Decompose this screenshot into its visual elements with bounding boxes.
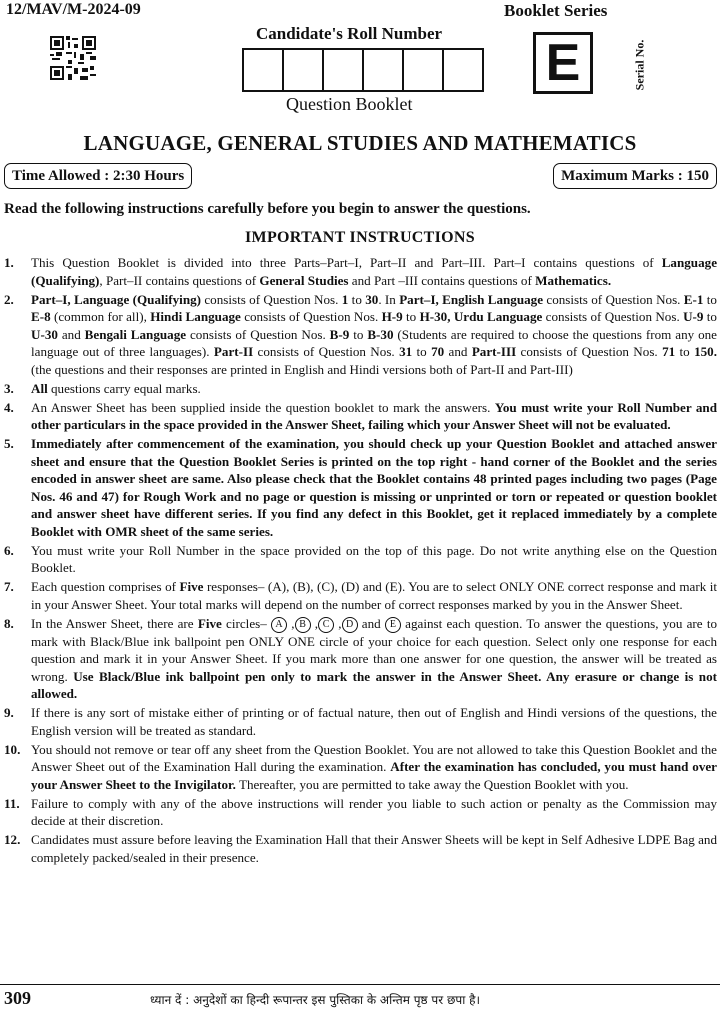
instruction-bold-text: H-30, (419, 309, 451, 324)
instruction-bold-text: Immediately after commencement of the examination, you should check up your Question Booklet and attached answer sheet and ensure that the Question Booklet Series is printed on the top right - hand corner of the Booklet and the series encoded in answer sheet are same. Also please check that the Booklet contains 48 printed pages including two pages (Page Nos. 46 and 47) for Rough Work and no page or question is missing or unprinted or torn or repeated or question booklet and answer sheet have different series. If you find any defect in this Booklet, get it replaced immediately by a complete Booklet with OMR sheet of the same series. (31, 436, 717, 539)
instruction-item (0, 704, 720, 739)
instruction-bold-text: General Studies (259, 272, 349, 288)
instruction-bold-text: Language (Qualifying) (31, 255, 717, 288)
roll-number-boxes[interactable] (242, 48, 482, 92)
paper-code: 12/MAV/M-2024-09 (6, 1, 141, 18)
instruction-bold-text: 71 (662, 344, 676, 359)
instruction-text: consists of Question Nos. (543, 291, 684, 307)
instruction-text: , Part–II contains questions of (99, 272, 260, 288)
instruction-text: and (444, 344, 472, 359)
option-circle-icon: A (271, 617, 287, 633)
instruction-text: to (349, 326, 368, 342)
instruction-text: In the Answer Sheet, there are (31, 615, 198, 631)
instruction-number: 5. (4, 436, 14, 451)
instruction-item (0, 615, 720, 703)
instruction-text: consists of Question Nos. (240, 309, 382, 324)
instruction-bold-text: All (31, 380, 48, 396)
instruction-text: Candidates must assure before leaving the Examination Hall that their Answer Sheets will be kept in Self Adhesive LDPE Bag and completely packed/sealed in their presence. (31, 832, 717, 865)
instruction-text: Thereafter, you are permitted to take away the Question Booklet with you. (235, 776, 629, 792)
instruction-bold-text: Part–I, Language (Qualifying) (31, 291, 202, 307)
instruction-text: to (402, 309, 420, 324)
instruction-text: (Students are required to choose the questions from any one language out of three languages). (31, 326, 717, 359)
time-allowed-badge: Time Allowed : 2:30 Hours (4, 163, 192, 189)
instruction-text: and (57, 326, 85, 342)
instruction-bold-text: B-30 (367, 326, 394, 342)
option-circle-icon: E (385, 617, 401, 633)
option-circle-icon: B (295, 617, 311, 633)
instruction-text: and Part –III contains questions of (348, 272, 536, 288)
instruction-bold-text: 150. (694, 344, 717, 359)
instruction-bold-text: Bengali Language (84, 326, 187, 342)
instruction-item (0, 435, 720, 540)
instruction-item (0, 578, 720, 613)
instruction-text: against each question. To answer the questions, you are to mark with Black/Blue ink ballpoint pen ONLY ONE circle of your choice for each question. Select only one response for each question and mark it in your Answer Sheet. If you mark more than one answer for one question, the answer will be treated as wrong. (31, 615, 718, 684)
instruction-bold-text: 70 (431, 344, 445, 359)
instruction-text: (common for all), (50, 309, 151, 324)
instruction-bold-text: 1 (341, 291, 349, 307)
instruction-bold-text: Use Black/Blue ink ballpoint pen only to mark the answer in the Answer Sheet. Any erasure or change is not allowed. (31, 668, 717, 701)
instruction-text: consists of Question Nos. (542, 309, 684, 324)
roll-digit-box[interactable] (282, 48, 324, 92)
instruction-text: to (348, 291, 366, 307)
instruction-text: consists of Question Nos. (186, 326, 330, 342)
instruction-item (0, 542, 720, 577)
option-circle-icon: D (342, 617, 358, 633)
instruction-text: consists of Question Nos. (253, 344, 400, 359)
roll-number-label: Candidate's Roll Number (256, 24, 443, 43)
instruction-bold-text: Hindi Language (150, 309, 241, 324)
instruction-bold-text: E-8 (31, 309, 51, 324)
instruction-item (0, 741, 720, 794)
instruction-text: , (287, 615, 295, 631)
instructions-heading: IMPORTANT INSTRUCTIONS (245, 229, 475, 246)
serial-number-label: Serial No. (632, 39, 647, 91)
instruction-item (0, 831, 720, 866)
instruction-text: , (334, 615, 342, 631)
instruction-bold-text: Five (197, 615, 222, 631)
instructions-list (0, 254, 720, 868)
page-number: 309 (4, 988, 31, 1008)
instruction-text: and (357, 615, 385, 631)
instruction-number: 4. (4, 399, 14, 415)
question-booklet-label: Question Booklet (286, 94, 413, 114)
read-instructions-line: Read the following instructions carefully before you begin to answer the questions. (4, 201, 531, 217)
instruction-text: Each question comprises of (31, 579, 180, 594)
instruction-text: You should not remove or tear off any sheet from the Question Booklet. You are not allowed to take this Question Booklet and the Answer Sheet out of the Examination Hall during the examination. (31, 741, 717, 774)
hindi-note: ध्यान दें : अनुदेशों का हिन्दी रूपान्तर इस पुस्तिका के अन्तिम पृष्ठ पर छपा है। (150, 993, 481, 1007)
instruction-text: (the questions and their responses are printed in English and Hindi versions both of Part-II and Part-III) (31, 361, 573, 377)
instruction-bold-text: B-9 (329, 326, 350, 342)
instruction-text: to (703, 291, 717, 307)
instruction-number: 6. (4, 542, 14, 558)
instruction-bold-text: 31 (399, 344, 413, 359)
instruction-text: to (703, 309, 717, 324)
footer-divider (0, 984, 720, 985)
instruction-text: , (310, 615, 319, 631)
instruction-text: . In (378, 291, 400, 307)
instruction-number: 7. (4, 579, 14, 594)
roll-digit-box[interactable] (322, 48, 364, 92)
instruction-bold-text: U-9 (683, 309, 704, 324)
instruction-number: 2. (4, 291, 14, 307)
instruction-number: 8. (4, 615, 14, 631)
instruction-text: consists of Question Nos. (516, 344, 663, 359)
instruction-bold-text: E-1 (683, 291, 704, 307)
instruction-number: 9. (4, 705, 14, 720)
instruction-text: If there is any sort of mistake either of printing or of factual nature, then out of English and Hindi versions of the questions, the English version will be treated as standard. (31, 705, 717, 738)
instruction-bold-text: Five (179, 579, 204, 594)
instruction-bold-text: After the examination has concluded, you must hand over your Answer Sheet to the Invigilator. (31, 759, 717, 792)
instruction-bold-text: Urdu Language (453, 309, 543, 324)
instruction-number: 11. (4, 795, 20, 811)
instruction-bold-text: You must write your Roll Number and other particulars in the space provided in the Answer Sheet, failing which your Answer Sheet will not be evaluated. (31, 399, 717, 432)
instruction-item (0, 399, 720, 434)
instruction-item (0, 291, 720, 379)
instruction-text: Failure to comply with any of the above instructions will render you liable to such action or penalty as the Commission may decide at their discretion. (31, 795, 717, 828)
instruction-bold-text: H-9 (381, 309, 403, 324)
instruction-number: 1. (4, 255, 14, 270)
instruction-text: to (412, 344, 432, 359)
instruction-bold-text: Part–I, English Language (399, 291, 544, 307)
roll-digit-box[interactable] (362, 48, 404, 92)
instruction-text: This Question Booklet is divided into three Parts–Part–I, Part–II and Part–III. Part–I contains questions of (31, 255, 662, 270)
instruction-text: questions carry equal marks. (47, 380, 201, 396)
instruction-bold-text: Part-III (471, 344, 517, 359)
roll-digit-box[interactable] (242, 48, 284, 92)
series-letter-box: E (533, 32, 593, 94)
booklet-series-label: Booklet Series (504, 1, 608, 20)
roll-digit-box[interactable] (402, 48, 444, 92)
instruction-bold-text: Part-II (213, 344, 254, 359)
instruction-text: to (675, 344, 695, 359)
instruction-text: responses– (A), (B), (C), (D) and (E). You are to select ONLY ONE correct response and mark it in your Answer Sheet. Your total marks will depend on the number of correct responses marked by you in the Answer Sheet. (31, 579, 717, 612)
page-title: LANGUAGE, GENERAL STUDIES AND MATHEMATICS (83, 131, 637, 155)
instruction-bold-text: U-30 (31, 326, 58, 342)
instruction-text: circles– (221, 615, 272, 631)
instruction-item (0, 380, 720, 398)
instruction-text: You must write your Roll Number in the space provided on the top of this page. Do not write anything else on the Question Booklet. (31, 542, 717, 575)
qr-code-icon (50, 36, 96, 80)
instruction-bold-text: 30 (365, 291, 379, 307)
option-circle-icon: C (318, 617, 334, 633)
instruction-item (0, 795, 720, 830)
instruction-number: 12. (4, 832, 21, 847)
instruction-text: consists of Question Nos. (201, 291, 342, 307)
instruction-number: 3. (4, 380, 14, 396)
roll-digit-box[interactable] (442, 48, 484, 92)
instruction-item (0, 254, 720, 289)
maximum-marks-badge: Maximum Marks : 150 (553, 163, 717, 189)
instruction-text: An Answer Sheet has been supplied inside the question booklet to mark the answers. (31, 399, 495, 415)
instruction-bold-text: Mathematics. (535, 272, 612, 288)
instruction-number: 10. (4, 741, 21, 757)
